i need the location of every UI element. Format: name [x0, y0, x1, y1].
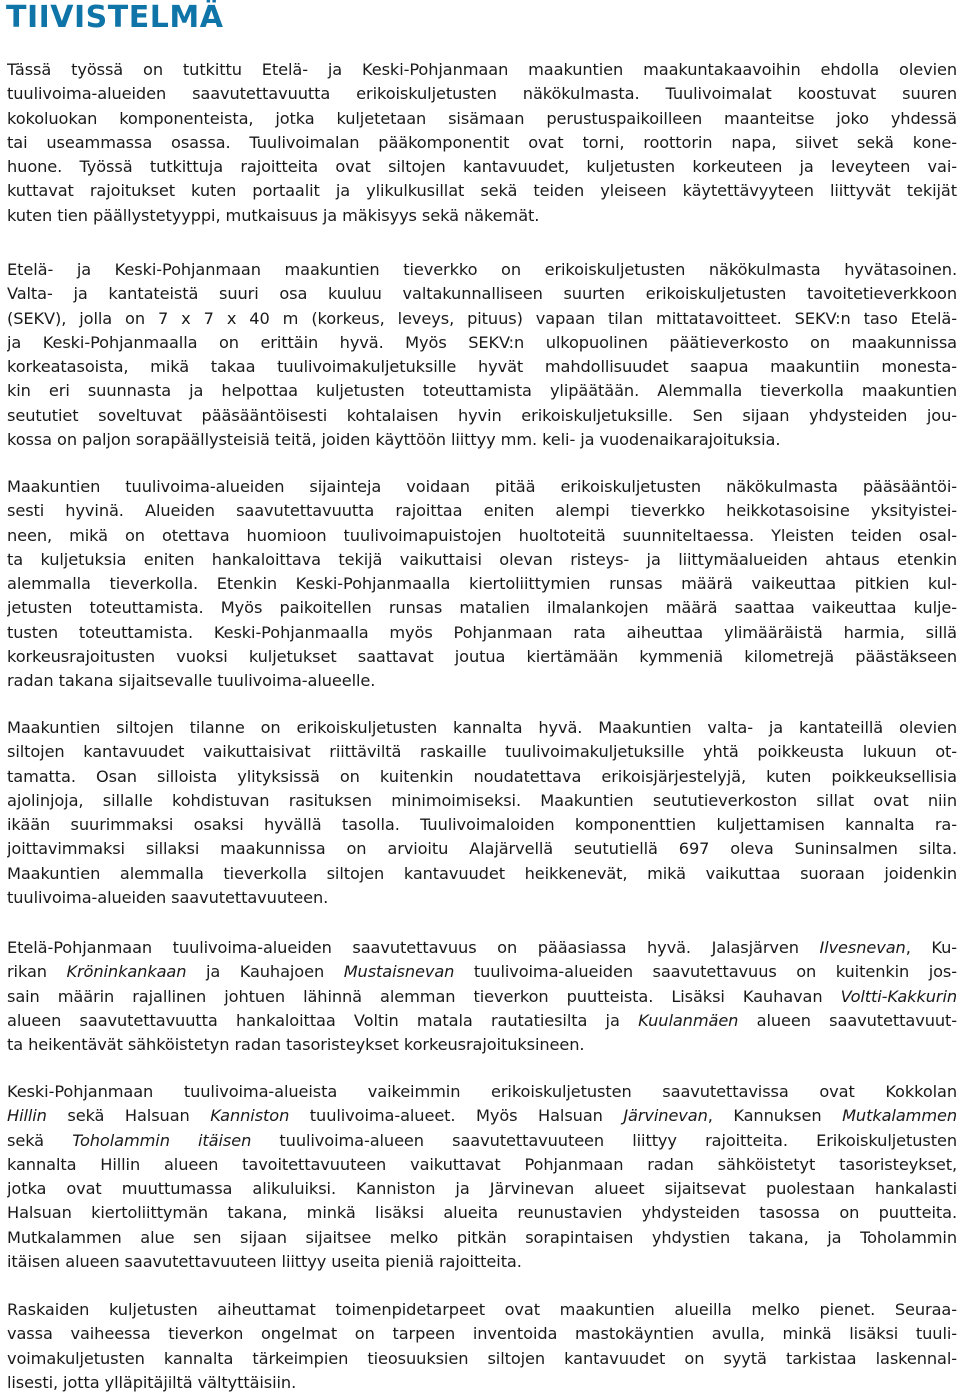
text-line [7, 475, 957, 499]
text-run: korkeatasoista, mikä takaa tuulivoimakuljetuksille hyvät mahdollisuudet saapua maakuntiin monesta- [7, 357, 957, 376]
italic-place-name: Toholammin itäisen [72, 1130, 252, 1150]
paragraph-2 [7, 258, 957, 452]
paragraph-3 [7, 475, 957, 693]
text-line [7, 499, 957, 523]
text-line [7, 669, 957, 693]
text-line [7, 740, 957, 764]
italic-place-name: Kuulanmäen [638, 1010, 739, 1030]
text-line [7, 404, 957, 428]
text-line [7, 355, 957, 379]
text-run: Tässä työssä on tutkittu Etelä- ja Keski-Pohjanmaan maakuntien maakuntakaavoihin ehdolla olevien [7, 60, 957, 79]
text-run: vassa vaiheessa tieverkon ongelmat on tarpeen inventoida mastokäyntien avulla, minkä lisäksi tuuli- [7, 1324, 957, 1344]
text-run: Mutkalammen alue sen sijaan sijaitsee melko pitkän sorapintaisen yhdystien takana, ja Toholammin [7, 1227, 957, 1247]
text-line [7, 1009, 957, 1033]
text-line [7, 1129, 957, 1153]
text-run: sekä [7, 1130, 73, 1150]
text-line [7, 524, 957, 548]
text-run: tamatta. Osan silloista ylityksissä on kuitenkin noudatettava erikoisjärjestelyjä, kuten poikkeuksellisia [7, 766, 957, 786]
text-line [7, 936, 957, 960]
text-line [7, 621, 957, 645]
text-run: kossa on paljon sorapäällysteisiä teitä, joiden käyttöön liittyy mm. keli- ja vuodenaikarajoituksia. [7, 429, 781, 449]
text-line [7, 985, 957, 1009]
italic-place-name: Kanniston [210, 1106, 290, 1126]
text-line [7, 765, 957, 789]
text-line [7, 155, 957, 179]
text-run: ajolinjoja, sillalle kohdistuvan rasituksen minimoimiseksi. Maakuntien seututieverkoston sillat ovat niin [7, 790, 957, 810]
text-run: huone. Työssä tutkittuja rajoitteita ovat siltojen kantavuudet, kuljetusten korkeuteen ja leveyteen vai- [7, 157, 957, 176]
text-run: Maakuntien alemmalla tieverkolla siltojen kantavuudet heikkenevät, mikä vaikuttaa suoraan joidenkin [7, 863, 957, 883]
italic-place-name: Mustaisnevan [343, 962, 455, 982]
text-line [7, 307, 957, 331]
text-run: Raskaiden kuljetusten aiheuttamat toimenpidetarpeet ovat maakuntien alueilla melko pienet. Seuraa- [7, 1300, 957, 1319]
text-run: kuten tien päällystetyyppi, mutkaisuus ja mäkisyys sekä näkemät. [7, 205, 540, 225]
text-line [7, 82, 957, 106]
text-run: Maakuntien tuulivoima-alueiden sijainteja voidaan pitää erikoiskuljetusten näkökulmasta pääsääntöi- [7, 477, 957, 496]
text-run: Maakuntien siltojen tilanne on erikoiskuljetusten kannalta hyvä. Maakuntien valta- ja kantateillä olevien [7, 718, 957, 737]
text-run: Valta- ja kantateistä suuri osa kuuluu valtakunnalliseen suurten erikoiskuljetusten tavoitetieverkkoon [7, 284, 957, 304]
text-run: ikään suurimmaksi osaksi hyvällä tasolla. Tuulivoimaloiden komponenttien kuljettamisen kannalta ra- [7, 815, 957, 834]
text-run: tusten toteuttamista. Keski-Pohjanmaalla myös Pohjanmaan rata aiheuttaa ylimääräistä harmia, sillä [7, 622, 957, 642]
text-line [7, 258, 957, 282]
text-line [7, 572, 957, 596]
text-line [7, 1298, 957, 1322]
text-run: (SEKV), jolla on 7 x 7 x 40 m (korkeus, leveys, pituus) vapaan tilan mittatavoitteet. SEKV:n taso Etelä- [7, 308, 957, 328]
text-line [7, 179, 957, 203]
text-run: itäisen alueen saavutettavuuteen liittyy useita pieniä rajoitteita. [7, 1251, 522, 1271]
italic-place-name: Hillin [7, 1106, 47, 1126]
text-line [7, 1080, 957, 1104]
text-run: ta kuljetuksia eniten hankaloittava tekijä vaikuttaisi olevan risteys- ja liittymäalueiden ahtaus etenkin [7, 549, 957, 569]
text-run: tuulivoima-alueiden saavutettavuutta erikoiskuljetusten näkökulmasta. Tuulivoimalat koostuvat suuren [7, 84, 957, 104]
italic-place-name: Voltti-Kakkurin [840, 986, 957, 1006]
italic-place-name: Kröninkankaan [66, 962, 187, 982]
text-line [7, 813, 957, 837]
text-line [7, 1033, 957, 1057]
text-run: joittavimmaksi sillaksi maakunnissa on arvioitu Alajärvellä seututiellä 697 oleva Suninsalmen silta. [7, 839, 957, 859]
text-line [7, 282, 957, 306]
text-line [7, 789, 957, 813]
text-run: kin eri suunnasta ja helpottaa kuljetusten toteuttamista ylipäätään. Alemmalla tieverkolla maakuntien [7, 381, 957, 401]
text-line [7, 886, 957, 910]
text-run: kuttavat rajoitukset kuten portaalit ja ylikulkusillat sekä teiden yleiseen käytettävyyteen liittyvät tekijät [7, 181, 957, 201]
text-run: Keski-Pohjanmaan tuulivoima-alueista vaikeimmin erikoiskuljetusten saavutettavissa ovat Kokkolan [7, 1082, 957, 1101]
text-run: seututiet soveltuvat pääsääntöisesti kohtalaisen hyvin erikoiskuljetuksille. Sen sijaan yhdysteiden jou- [7, 405, 957, 425]
text-run: Etelä-Pohjanmaan tuulivoima-alueiden saavutettavuus on pääasiassa hyvä. Jalasjärven [7, 938, 820, 957]
text-line [7, 1371, 957, 1395]
text-run: tuulivoima-alueen saavutettavuuteen liittyy rajoitteita. Erikoiskuljetusten [251, 1130, 957, 1150]
text-run: tuulivoima-alueiden saavutettavuus on kuitenkin jos- [454, 962, 957, 982]
text-line [7, 960, 957, 984]
text-run: radan takana sijaitsevalle tuulivoima-alueelle. [7, 671, 376, 690]
text-run: tai useammassa osassa. Tuulivoimalan pääkomponentit ovat torni, roottorin napa, siivet sekä kone- [7, 132, 957, 152]
paragraph-6 [7, 1080, 957, 1274]
text-run: sain määrin rajallinen johtuen lähinnä alemman tieverkon puutteista. Lisäksi Kauhavan [7, 986, 841, 1006]
paragraph-4 [7, 716, 957, 910]
text-run: , Ku- [905, 938, 957, 957]
text-line [7, 862, 957, 886]
text-line [7, 107, 957, 131]
text-run: siltojen kantavuudet vaikuttaisivat riittäviltä raskaille tuulivoimakuljetuksille yhtä poikkeusta lukuun ot- [7, 742, 957, 762]
text-run: korkeusrajoitusten vuoksi kuljetukset saattavat joutua kiertämään kymmeniä kilometrejä päästäkseen [7, 646, 957, 666]
text-line [7, 1177, 957, 1201]
text-run: lisesti, jotta ylläpitäjiltä vältyttäisiin. [7, 1372, 297, 1392]
text-run: voimakuljetusten kannalta tärkeimpien tieosuuksien siltojen kantavuudet on syytä tarkistaa laskennal- [7, 1348, 957, 1368]
text-run: alueen saavutettavuut- [738, 1010, 957, 1030]
text-line [7, 379, 957, 403]
text-line [7, 837, 957, 861]
text-run: sesti hyvinä. Alueiden saavutettavuutta rajoittaa eniten alempi tieverkko heikkotasoisine yksityistei- [7, 501, 957, 521]
paragraph-7 [7, 1298, 957, 1395]
text-run: ja Kauhajoen [186, 962, 344, 982]
text-line [7, 1226, 957, 1250]
text-line [7, 58, 957, 82]
text-line [7, 1153, 957, 1177]
text-run: alueen saavutettavuutta hankaloittaa Voltin matala rautatiesilta ja [7, 1010, 639, 1030]
paragraph-5 [7, 936, 957, 1057]
text-line [7, 1322, 957, 1346]
text-run: kokoluokan komponenteista, jotka kuljetetaan sisämaan perustuspaikoilleen maanteitse joko yhdessä [7, 108, 957, 128]
text-run: ja Keski-Pohjanmaalla on erittäin hyvä. Myös SEKV:n ulkopuolinen päätieverkosto on maakunnissa [7, 332, 957, 352]
text-run: rikan [7, 962, 67, 982]
text-line [7, 204, 957, 228]
text-line [7, 1104, 957, 1128]
text-run: Halsuan kiertoliittymän takana, minkä lisäksi alueita reunustavien yhdysteiden tasossa on puutteita. [7, 1203, 957, 1223]
text-line [7, 716, 957, 740]
text-run: alemmalla tieverkolla. Etenkin Keski-Pohjanmaalla kiertoliittymien runsas määrä vaikeuttaa pitkien kul- [7, 574, 957, 593]
text-run: jetusten toteuttamista. Myös paikoitellen runsas matalien ilmalankojen määrä saattaa vaikeuttaa kulje- [7, 598, 957, 618]
text-run: Etelä- ja Keski-Pohjanmaan maakuntien tieverkko on erikoiskuljetusten näkökulmasta hyvätasoinen. [7, 260, 957, 279]
text-run: , Kannuksen [707, 1106, 843, 1126]
text-run: jotka ovat muuttumassa alikuluiksi. Kanniston ja Järvinevan alueet sijaitsevat puolestaan hankalasti [7, 1179, 957, 1198]
text-line [7, 1201, 957, 1225]
text-line [7, 331, 957, 355]
text-line [7, 131, 957, 155]
text-line [7, 1250, 957, 1274]
text-run: ta heikentävät sähköistetyn radan tasoristeykset korkeusrajoituksineen. [7, 1035, 585, 1054]
text-line [7, 645, 957, 669]
text-run: kannalta Hillin alueen tavoitettavuuteen vaikuttavat Pohjanmaan radan sähköistetyt tasoristeykset, [7, 1154, 957, 1174]
italic-place-name: Järvinevan [623, 1106, 708, 1126]
italic-place-name: Mutkalammen [842, 1106, 957, 1126]
text-line [7, 548, 957, 572]
text-line [7, 428, 957, 452]
text-run: tuulivoima-alueet. Myös Halsuan [289, 1106, 624, 1126]
paragraph-1 [7, 58, 957, 228]
text-run: sekä Halsuan [46, 1106, 211, 1126]
text-run: tuulivoima-alueiden saavutettavuuteen. [7, 887, 329, 907]
text-line [7, 1347, 957, 1371]
page-title: TIIVISTELMÄ [6, 0, 224, 35]
italic-place-name: Ilvesnevan [819, 938, 906, 957]
text-run: neen, mikä on otettava huomioon tuulivoimapuistojen huoltoteitä suunniteltaessa. Yleisten teiden osal- [7, 525, 957, 545]
text-line [7, 596, 957, 620]
